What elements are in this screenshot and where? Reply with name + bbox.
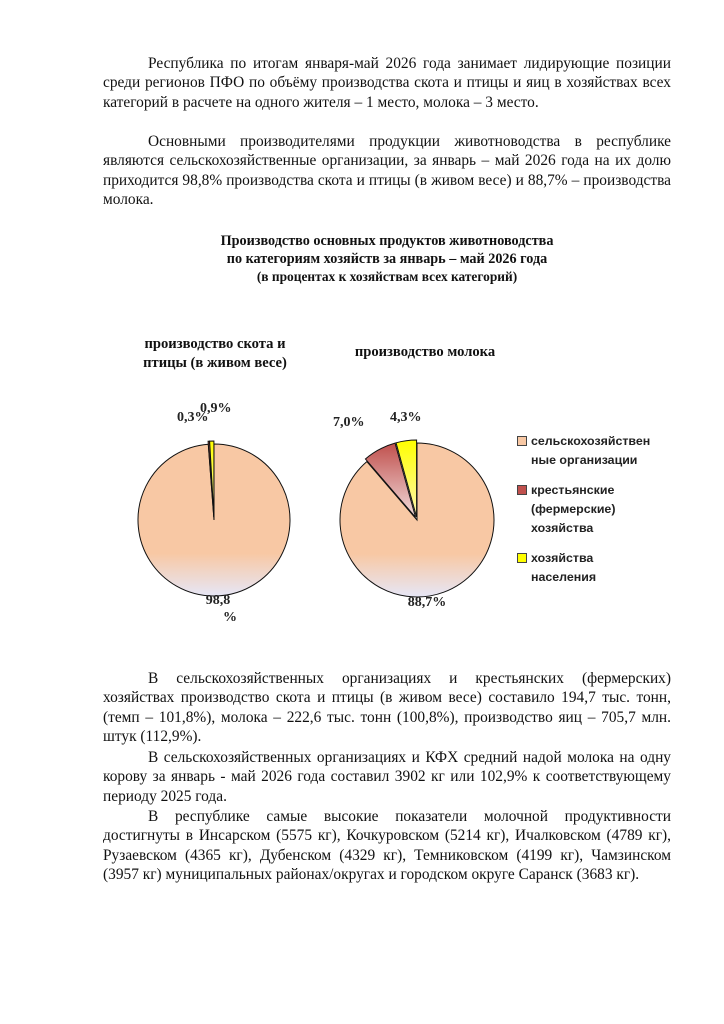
legend-swatch-farms [517, 485, 527, 495]
paragraph-main-producers: Основными производителями продукции животноводства в республике являются сельскохозяйственные организации, за январь – май 2026 года на их долю приходится 98,8% производства скота и птицы (в живом весе) и 88,7% – производства молока. [103, 133, 671, 208]
pie2-label-farm: 7,0% [333, 415, 365, 430]
legend-label-farms-2: (фермерские) [531, 502, 616, 516]
chart-legend [517, 432, 687, 598]
chart2-subtitle: производство молока [354, 344, 496, 360]
pie1-label-farm: 0,3% [177, 410, 209, 425]
pie2-label-households: 4,3% [390, 410, 422, 425]
legend-label-households-1: хозяйства [531, 551, 594, 565]
legend-label-agri-orgs-2: ные организации [531, 453, 638, 467]
chart-title-line1: Производство основных продуктов животноводства [220, 233, 554, 249]
legend-item-farms [517, 481, 687, 538]
pie1-label-agri-orgs: 98,8 [205, 593, 231, 608]
paragraph-milk-yield: В сельскохозяйственных организациях и КФХ средний надой молока на одну корову за январь - май 2026 года составил 3902 кг или 102,9% к соответствующему периоду 2025 года. [103, 749, 671, 805]
pie2-label-agri-orgs: 88,7% [407, 595, 447, 610]
legend-label-farms-3: хозяйства [531, 521, 594, 535]
legend-swatch-households [517, 553, 527, 563]
chart-title-line3: (в процентах к хозяйствам всех категорий) [256, 269, 518, 284]
legend-swatch-agri-orgs [517, 436, 527, 446]
pie1-label-households: 0,9% [200, 401, 232, 416]
paragraph-production: В сельскохозяйственных организациях и крестьянских (фермерских) хозяйствах производство скота и птицы (в живом весе) составило 194,7 тыс. тонн, (темп – 101,8%), молока – 222,6 тыс. тонн (100,8%), производство яиц – 705,7 млн. штук (112,9%). [103, 670, 671, 745]
chart1-subtitle-line2: птицы (в живом весе) [143, 355, 287, 371]
legend-item-agri-orgs [517, 432, 687, 470]
legend-item-households [517, 549, 687, 587]
paragraph-districts: В республике самые высокие показатели молочной продуктивности достигнуты в Инсарском (5575 кг), Кочкуровском (5214 кг), Ичалковском (4789 кг), Рузаевском (4365 кг), Дубенском (4329 кг), Темниковском (4199 кг), Чамзинском (3957 кг) муниципальных районах/округах и городском округе Саранск (3683 кг). [103, 808, 671, 883]
legend-label-agri-orgs-1: сельскохозяйствен [531, 434, 651, 448]
chart1-subtitle-line1: производство скота и [144, 336, 286, 352]
legend-label-farms-1: крестьянские [531, 483, 615, 497]
pie1-label-agri-orgs-suffix: % [223, 610, 237, 625]
paragraph-ranking: Республика по итогам января-май 2026 года занимает лидирующие позиции среди регионов ПФО по объёму производства скота и птицы и яиц в хозяйствах всех категорий в расчете на одного жителя – 1 место, молока – 3 место. [103, 55, 671, 111]
chart-title-line2: по категориям хозяйств за январь – май 2026 года [226, 251, 548, 267]
pie-livestock [138, 441, 290, 596]
legend-label-households-2: населения [531, 570, 597, 584]
pie-milk [340, 440, 494, 597]
